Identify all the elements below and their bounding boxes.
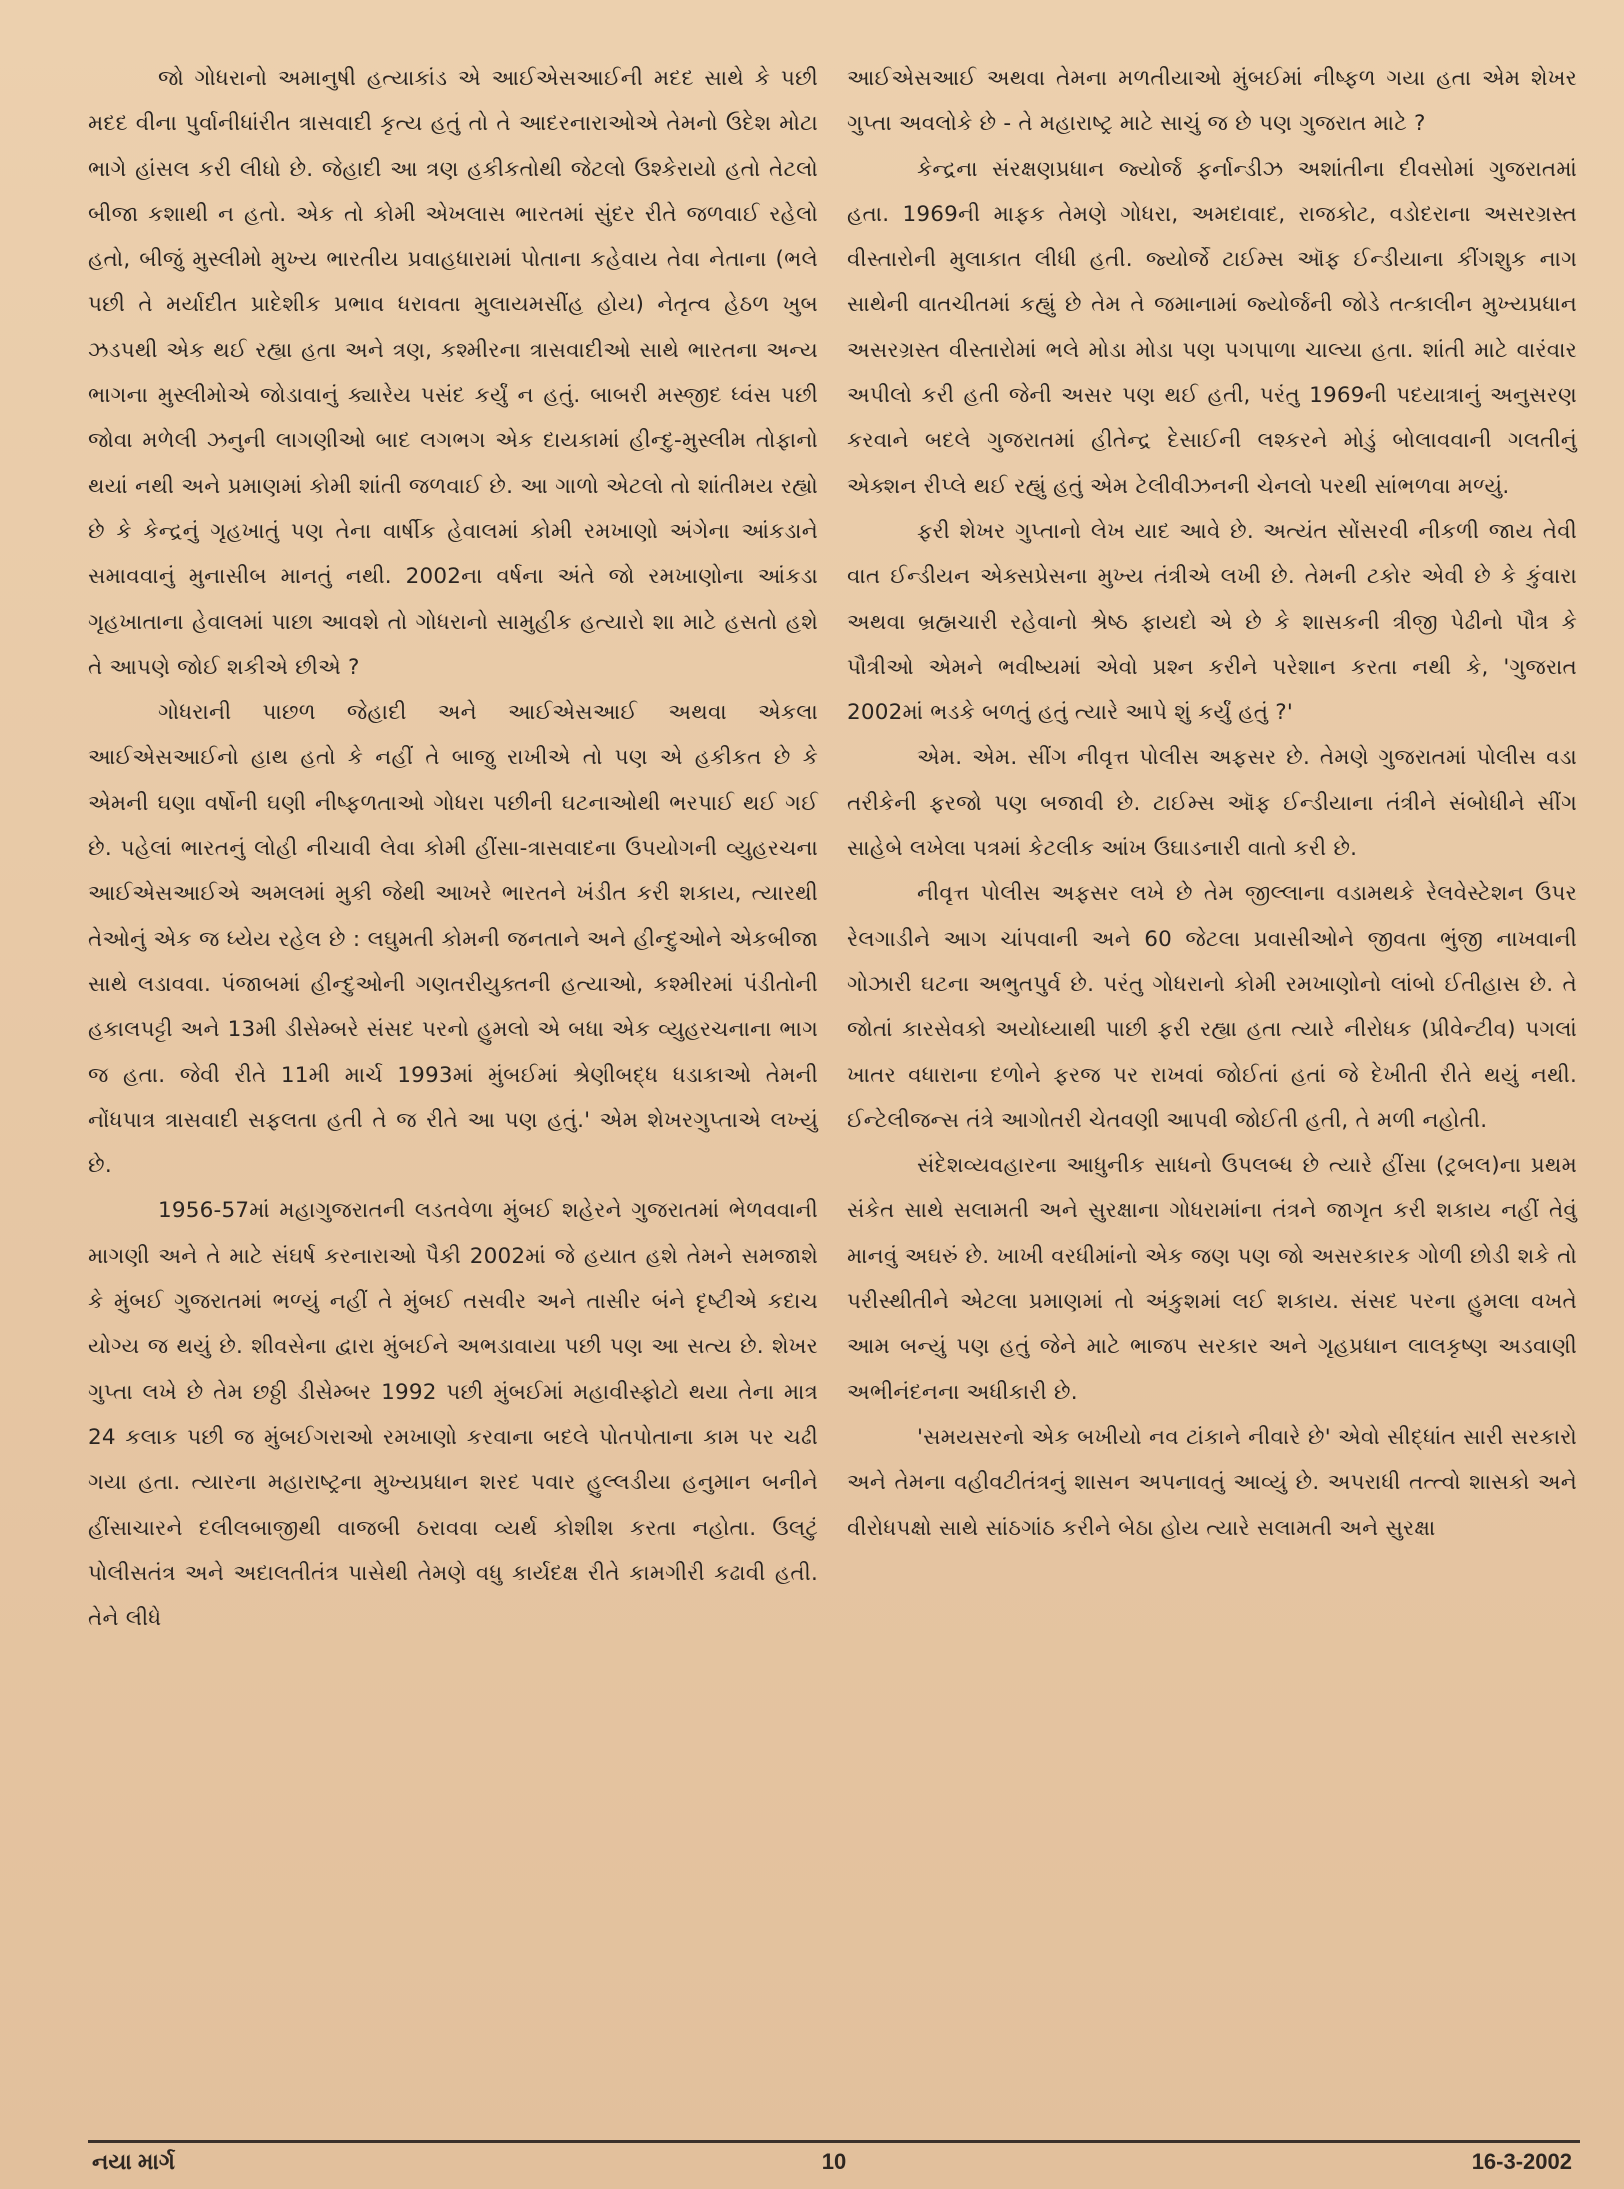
left-column	[88, 56, 818, 1641]
article-paragraph: આઈએસઆઈ અથવા તેમના મળતીયાઓ મુંબઈમાં નીષ્ફળ ગયા હતા એમ શેખર ગુપ્તા અવલોકે છે - તે મહારાષ્ટ્ર માટે સાચું જ છે પણ ગુજરાત માટે ?	[847, 66, 1577, 137]
publication-name: નયા માર્ગ	[92, 2149, 175, 2174]
article-paragraph: ગોધરાની પાછળ જેહાદી અને આઈએસઆઈ અથવા એકલા આઈએસઆઈનો હાથ હતો કે નહીં તે બાજુ રાખીએ તો પણ એ હકીકત છે કે એમની ઘણા વર્ષોની ઘણી નીષ્ફળતાઓ ગોધરા પછીની ઘટનાઓથી ભરપાઈ થઈ ગઈ છે. પહેલાં ભારતનું લોહી નીચાવી લેવા કોમી હીંસા-ત્રાસવાદના ઉપયોગની વ્યુહરચના આઈએસઆઈએ અમલમાં મુકી જેથી આખરે ભારતને ખંડીત કરી શકાય, ત્યારથી તેઓનું એક જ ધ્યેય રહેલ છે : લઘુમતી કોમની જનતાને અને હીન્દુઓને એકબીજા સાથે લડાવવા. પંજાબમાં હીન્દુઓની ગણતરીયુક્તની હત્યાઓ, કશ્મીરમાં પંડીતોની હકાલપટ્ટી અને 13મી ડીસેમ્બરે સંસદ પરનો હુમલો એ બધા એક વ્યુહરચનાના ભાગ જ હતા. જેવી રીતે 11મી માર્ચ 1993માં મુંબઈમાં શ્રેણીબદ્ધ ધડાકાઓ તેમની નોંધપાત્ર ત્રાસવાદી સફલતા હતી તે જ રીતે આ પણ હતું.' એમ શેખરગુપ્તાએ લખ્યું છે.	[88, 700, 818, 1179]
article-paragraph: 1956-57માં મહાગુજરાતની લડતવેળા મુંબઈ શહેરને ગુજરાતમાં ભેળવવાની માગણી અને તે માટે સંઘર્ષ કરનારાઓ પૈકી 2002માં જે હયાત હશે તેમને સમજાશે કે મુંબઈ ગુજરાતમાં ભળ્યું નહીં તે મુંબઈ તસવીર અને તાસીર બંને દૃષ્ટીએ કદાચ યોગ્ય જ થયું છે. શીવસેના દ્વારા મુંબઈને અભડાવાયા પછી પણ આ સત્ય છે. શેખર ગુપ્તા લખે છે તેમ છઠ્ઠી ડીસેમ્બર 1992 પછી મુંબઈમાં મહાવીસ્ફોટો થયા તેના માત્ર 24 કલાક પછી જ મુંબઈગરાઓ રમખાણો કરવાના બદલે પોતપોતાના કામ પર ચઢી ગયા હતા. ત્યારના મહારાષ્ટ્રના મુખ્યપ્રધાન શરદ પવાર હુલ્લડીયા હનુમાન બનીને હીંસાચારને દલીલબાજીથી વાજબી ઠરાવવા વ્યર્થ કોશીશ કરતા નહોતા. ઉલટું પોલીસતંત્ર અને અદાલતીતંત્ર પાસેથી તેમણે વધુ કાર્યદક્ષ રીતે કામગીરી કઢાવી હતી. તેને લીધે	[88, 1198, 818, 1632]
issue-date: 16-3-2002	[1471, 2149, 1572, 2174]
article-paragraph: કેન્દ્રના સંરક્ષણપ્રધાન જ્યોર્જ ફર્નાન્ડીઝ અશાંતીના દીવસોમાં ગુજરાતમાં હતા. 1969ની માફક તેમણે ગોધરા, અમદાવાદ, રાજકોટ, વડોદરાના અસરગ્રસ્ત વીસ્તારોની મુલાકાત લીધી હતી. જ્યોર્જે ટાઈમ્સ ઑફ ઈન્ડીયાના કીંગશુક નાગ સાથેની વાતચીતમાં કહ્યું છે તેમ તે જમાનામાં જ્યોર્જની જોડે તત્કાલીન મુખ્યપ્રધાન અસરગ્રસ્ત વીસ્તારોમાં ભલે મોડા મોડા પણ પગપાળા ચાલ્યા હતા. શાંતી માટે વારંવાર અપીલો કરી હતી જેની અસર પણ થઈ હતી, પરંતુ 1969ની પદયાત્રાનું અનુસરણ કરવાને બદલે ગુજરાતમાં હીતેન્દ્ર દેસાઈની લશ્કરને મોડું બોલાવવાની ગલતીનું એક્શન રીપ્લે થઈ રહ્યું હતું એમ ટેલીવીઝનની ચેનલો પરથી સાંભળવા મળ્યું.	[847, 156, 1577, 499]
article-paragraph: ફરી શેખર ગુપ્તાનો લેખ યાદ આવે છે. અત્યંત સોંસરવી નીકળી જાય તેવી વાત ઈન્ડીયન એક્સપ્રેસના મુખ્ય તંત્રીએ લખી છે. તેમની ટકોર એવી છે કે કુંવારા અથવા બ્રહ્મચારી રહેવાનો શ્રેષ્ઠ ફાયદો એ છે કે શાસકની ત્રીજી પેઢીનો પૌત્ર કે પૌત્રીઓ એમને ભવીષ્યમાં એવો પ્રશ્ન કરીને પરેશાન કરતા નથી કે, 'ગુજરાત 2002માં ભડકે બળતું હતું ત્યારે આપે શું કર્યું હતું ?'	[847, 518, 1577, 726]
page-footer	[88, 2143, 1580, 2183]
article-paragraph: જો ગોધરાનો અમાનુષી હત્યાકાંડ એ આઈએસઆઈની મદદ સાથે કે પછી મદદ વીના પુર્વાનીધાંરીત ત્રાસવાદી કૃત્ય હતું તો તે આદરનારાઓએ તેમનો ઉદેશ મોટા ભાગે હાંસલ કરી લીધો છે. જેહાદી આ ત્રણ હકીકતોથી જેટલો ઉશ્કેરાયો હતો તેટલો બીજા કશાથી ન હતો. એક તો કોમી એખલાસ ભારતમાં સુંદર રીતે જળવાઈ રહેલો હતો, બીજું મુસ્લીમો મુખ્ય ભારતીય પ્રવાહધારામાં પોતાના કહેવાય તેવા નેતાના (ભલે પછી તે મર્યાદીત પ્રાદેશીક પ્રભાવ ધરાવતા મુલાયમસીંહ હોય) નેતૃત્વ હેઠળ ખુબ ઝડપથી એક થઈ રહ્યા હતા અને ત્રણ, કશ્મીરના ત્રાસવાદીઓ સાથે ભારતના અન્ય ભાગના મુસ્લીમોએ જોડાવાનું ક્યારેય પસંદ કર્યું ન હતું. બાબરી મસ્જીદ ધ્વંસ પછી જોવા મળેલી ઝનુની લાગણીઓ બાદ લગભગ એક દાયકામાં હીન્દુ-મુસ્લીમ તોફાનો થયાં નથી અને પ્રમાણમાં કોમી શાંતી જળવાઈ છે. આ ગાળો એટલો તો શાંતીમય રહ્યો છે કે કેન્દ્રનું ગૃહખાતું પણ તેના વાર્ષીક હેવાલમાં કોમી રમખાણો અંગેના આંકડાને સમાવવાનું મુનાસીબ માનતું નથી. 2002ના વર્ષના અંતે જો રમખાણોના આંકડા ગૃહખાતાના હેવાલમાં પાછા આવશે તો ગોધરાનો સામુહીક હત્યારો શા માટે હસતો હશે તે આપણે જોઈ શકીએ છીએ ?	[88, 66, 818, 680]
article-paragraph: 'સમયસરનો એક બખીયો નવ ટાંકાને નીવારે છે' એવો સીદ્ધાંત સારી સરકારો અને તેમના વહીવટીતંત્રનું શાસન અપનાવતું આવ્યું છે. અપરાધી તત્ત્વો શાસકો અને વીરોધપક્ષો સાથે સાંઠગાંઠ કરીને બેઠા હોય ત્યારે સલામતી અને સુરક્ષા	[847, 1424, 1577, 1541]
page-number: 10	[821, 2149, 847, 2174]
article-paragraph: સંદેશવ્યવહારના આધુનીક સાધનો ઉપલબ્ધ છે ત્યારે હીંસા (ટ્રબલ)ના પ્રથમ સંકેત સાથે સલામતી અને સુરક્ષાના ગોધરામાંના તંત્રને જાગૃત કરી શકાય નહીં તેવું માનવું અઘરું છે. ખાખી વરધીમાંનો એક જણ પણ જો અસરકારક ગોળી છોડી શકે તો પરીસ્થીતીને એટલા પ્રમાણમાં તો અંકુશમાં લઈ શકાય. સંસદ પરના હુમલા વખતે આમ બન્યું પણ હતું જેને માટે ભાજપ સરકાર અને ગૃહપ્રધાન લાલકૃષ્ણ અડવાણી અભીનંદનના અધીકારી છે.	[847, 1153, 1577, 1405]
article-paragraph: એમ. એમ. સીંગ નીવૃત્ત પોલીસ અફસર છે. તેમણે ગુજરાતમાં પોલીસ વડા તરીકેની ફરજો પણ બજાવી છે. ટાઈમ્સ ઑફ ઈન્ડીયાના તંત્રીને સંબોધીને સીંગ સાહેબે લખેલા પત્રમાં કેટલીક આંખ ઉઘાડનારી વાતો કરી છે.	[847, 745, 1577, 862]
right-column	[847, 56, 1577, 1551]
article-paragraph: નીવૃત્ત પોલીસ અફસર લખે છે તેમ જીલ્લાના વડામથકે રેલવેસ્ટેશન ઉપર રેલગાડીને આગ ચાંપવાની અને 60 જેટલા પ્રવાસીઓને જીવતા ભુંજી નાખવાની ગોઝારી ઘટના અભુતપુર્વ છે. પરંતુ ગોધરાનો કોમી રમખાણોનો લાંબો ઈતીહાસ છે. તે જોતાં કારસેવકો અયોધ્યાથી પાછી ફરી રહ્યા હતા ત્યારે નીરોધક (પ્રીવેન્ટીવ) પગલાં ખાતર વધારાના દળોને ફરજ પર રાખવાં જોઈતાં હતાં જે દેખીતી રીતે થયું નથી. ઈન્ટેલીજન્સ તંત્રે આગોતરી ચેતવણી આપવી જોઈતી હતી, તે મળી નહોતી.	[847, 881, 1577, 1133]
